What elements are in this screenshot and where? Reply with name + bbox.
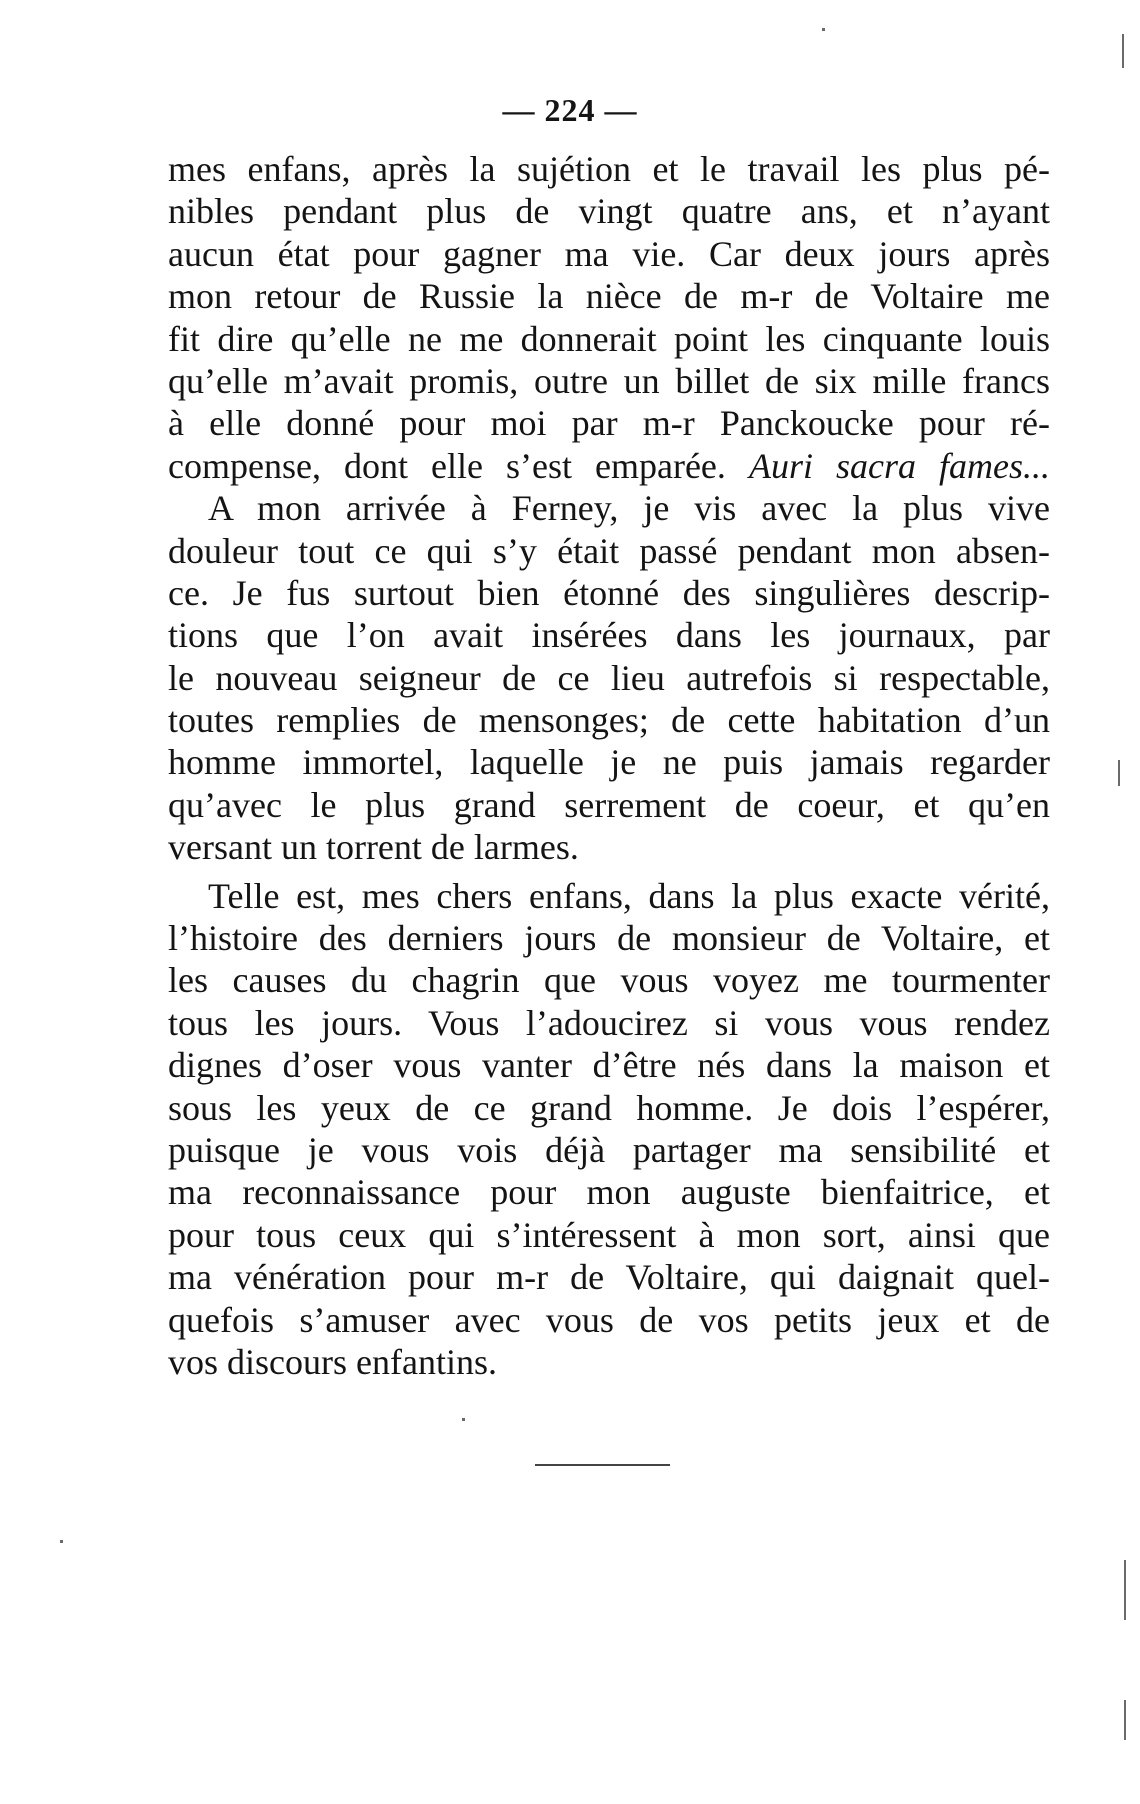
- text-line: mon retour de Russie la nièce de m-r de Voltaire me: [168, 276, 1050, 317]
- latin-quotation: Auri sacra fames...: [748, 445, 1050, 486]
- scan-mark: [60, 1540, 63, 1543]
- scan-mark: [1124, 1560, 1126, 1620]
- text-line: tions que l’on avait insérées dans les journaux, par: [168, 615, 1050, 656]
- text-line: vos discours enfantins.: [168, 1341, 497, 1382]
- text-line: quefois s’amuser avec vous de vos petits jeux et de: [168, 1299, 1050, 1340]
- text-line: puisque je vous vois déjà partager ma sensibilité et: [168, 1129, 1050, 1170]
- text-line: A mon arrivée à Ferney, je vis avec la plus vive: [208, 488, 1050, 529]
- page-number: — 224 —: [502, 92, 638, 128]
- text-line: sous les yeux de ce grand homme. Je dois l’espérer,: [168, 1087, 1050, 1128]
- text-line: nibles pendant plus de vingt quatre ans, et n’ayant: [168, 191, 1050, 232]
- text-line: aucun état pour gagner ma vie. Car deux jours après: [168, 233, 1050, 274]
- text-line: versant un torrent de larmes.: [168, 827, 579, 868]
- text-line: Telle est, mes chers enfans, dans la plus exacte vérité,: [208, 875, 1050, 916]
- scan-mark: [822, 28, 825, 31]
- text-line: le nouveau seigneur de ce lieu autrefois si respectable,: [168, 657, 1050, 698]
- text-line: les causes du chagrin que vous voyez me tourmenter: [168, 960, 1050, 1001]
- scan-mark: [1122, 34, 1124, 68]
- text-line: homme immortel, laquelle je ne puis jamais regarder: [168, 742, 1050, 783]
- text-segment: compense, dont elle s’est emparée.: [168, 445, 726, 486]
- text-line: ce. Je fus surtout bien étonné des singulières descrip-: [168, 572, 1050, 613]
- text-line: ma vénération pour m-r de Voltaire, qui daignait quel-: [168, 1257, 1050, 1298]
- body-text: [168, 148, 1050, 1383]
- text-line: douleur tout ce qui s’y était passé pendant mon absen-: [168, 530, 1050, 571]
- text-line-with-quotation: [168, 445, 1050, 487]
- text-line: fit dire qu’elle ne me donnerait point les cinquante louis: [168, 318, 1050, 359]
- text-line: pour tous ceux qui s’intéressent à mon sort, ainsi que: [168, 1214, 1050, 1255]
- text-line: dignes d’oser vous vanter d’être nés dans la maison et: [168, 1045, 1050, 1086]
- text-line: mes enfans, après la sujétion et le travail les plus pé-: [168, 149, 1050, 189]
- scan-mark: [1118, 760, 1120, 786]
- text-line: ma reconnaissance pour mon auguste bienfaitrice, et: [168, 1172, 1050, 1213]
- scan-mark: [462, 1418, 465, 1421]
- text-line: qu’elle m’avait promis, outre un billet de six mille francs: [168, 360, 1050, 401]
- section-end-rule: [535, 1464, 670, 1466]
- scan-mark: [1124, 1700, 1126, 1740]
- text-line: qu’avec le plus grand serrement de coeur, et qu’en: [168, 784, 1050, 825]
- text-line: à elle donné pour moi par m-r Panckoucke pour ré-: [168, 403, 1050, 444]
- text-line: l’histoire des derniers jours de monsieur de Voltaire, et: [168, 918, 1050, 959]
- text-line: tous les jours. Vous l’adoucirez si vous vous rendez: [168, 1002, 1050, 1043]
- text-line: toutes remplies de mensonges; de cette habitation d’un: [168, 700, 1050, 741]
